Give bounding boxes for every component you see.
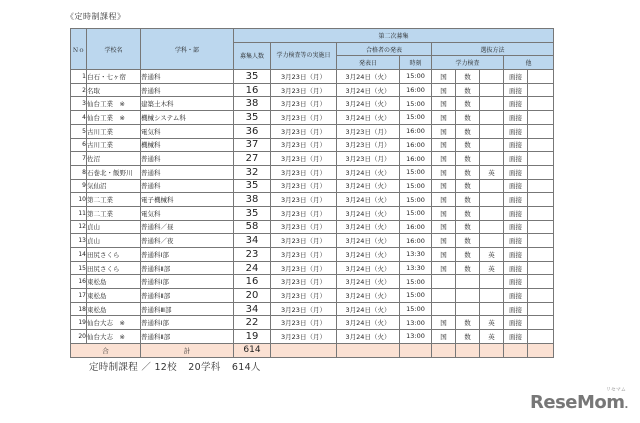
capacity: 35	[234, 70, 271, 84]
interview: 面接	[504, 70, 528, 84]
announce-time: 16:00	[400, 234, 432, 248]
announce-time: 15:00	[400, 70, 432, 84]
table-row	[71, 206, 554, 220]
capacity: 38	[234, 193, 271, 207]
table-row	[71, 165, 554, 179]
exam-date: 3月23日（月）	[271, 206, 337, 220]
announce-time: 13:00	[400, 316, 432, 330]
row-no: 11	[71, 206, 87, 220]
table-row	[71, 97, 554, 111]
exam-date: 3月23日（月）	[271, 165, 337, 179]
header-no: Ｎｏ	[71, 29, 87, 70]
other	[528, 124, 554, 138]
announce-date: 3月24日（火）	[337, 248, 400, 262]
announce-time: 15:00	[400, 97, 432, 111]
total-label-left: 合	[71, 343, 141, 357]
row-no: 4	[71, 111, 87, 125]
interview: 面接	[504, 138, 528, 152]
capacity: 16	[234, 275, 271, 289]
test-english	[480, 83, 504, 97]
school-name: 佐沼	[87, 152, 141, 166]
header-second-recruitment: 第二次募集	[234, 29, 554, 43]
exam-date: 3月23日（月）	[271, 316, 337, 330]
summary-line	[89, 359, 269, 373]
test-japanese: 国	[432, 179, 456, 193]
announce-date: 3月24日（火）	[337, 193, 400, 207]
test-math: 数	[456, 152, 480, 166]
test-english	[480, 206, 504, 220]
row-no: 6	[71, 138, 87, 152]
resemom-logo	[530, 387, 628, 413]
test-english	[480, 97, 504, 111]
row-no: 20	[71, 330, 87, 344]
announce-date: 3月24日（火）	[337, 70, 400, 84]
table-row	[71, 275, 554, 289]
exam-date: 3月23日（月）	[271, 289, 337, 303]
exam-date: 3月23日（月）	[271, 179, 337, 193]
announce-time: 15:00	[400, 302, 432, 316]
table-row	[71, 111, 554, 125]
capacity: 34	[234, 234, 271, 248]
header-other: 他	[504, 56, 554, 70]
interview: 面接	[504, 124, 528, 138]
test-english	[480, 193, 504, 207]
department: 普通科	[141, 165, 234, 179]
department: 普通科	[141, 179, 234, 193]
capacity: 35	[234, 206, 271, 220]
school-name: 貞山	[87, 234, 141, 248]
test-japanese: 国	[432, 165, 456, 179]
exam-date: 3月23日（月）	[271, 70, 337, 84]
other	[528, 234, 554, 248]
capacity: 20	[234, 289, 271, 303]
exam-date: 3月23日（月）	[271, 302, 337, 316]
interview: 面接	[504, 289, 528, 303]
school-name: 仙台工業 ※	[87, 111, 141, 125]
test-japanese: 国	[432, 316, 456, 330]
announce-date: 3月24日（火）	[337, 111, 400, 125]
department: 電気科	[141, 206, 234, 220]
exam-date: 3月23日（月）	[271, 111, 337, 125]
interview: 面接	[504, 179, 528, 193]
test-japanese: 国	[432, 234, 456, 248]
test-japanese	[432, 302, 456, 316]
interview: 面接	[504, 220, 528, 234]
row-no: 14	[71, 248, 87, 262]
test-math: 数	[456, 111, 480, 125]
test-math: 数	[456, 165, 480, 179]
test-math: 数	[456, 234, 480, 248]
exam-date: 3月23日（月）	[271, 138, 337, 152]
header-academic-test: 学力検査	[432, 56, 504, 70]
row-no: 7	[71, 152, 87, 166]
capacity: 35	[234, 111, 271, 125]
school-name: 貞山	[87, 220, 141, 234]
announce-time: 15:00	[400, 165, 432, 179]
announce-date: 3月24日（火）	[337, 289, 400, 303]
test-english	[480, 138, 504, 152]
school-name: 仙台大志 ※	[87, 330, 141, 344]
test-english	[480, 124, 504, 138]
other	[528, 275, 554, 289]
capacity: 32	[234, 165, 271, 179]
capacity: 23	[234, 248, 271, 262]
test-math: 数	[456, 261, 480, 275]
header-department: 学科・部	[141, 29, 234, 70]
test-english: 英	[480, 316, 504, 330]
test-math: 数	[456, 138, 480, 152]
other	[528, 138, 554, 152]
header-announce-time: 時刻	[400, 56, 432, 70]
department: 電子機械科	[141, 193, 234, 207]
test-english: 英	[480, 165, 504, 179]
school-name: 気仙沼	[87, 179, 141, 193]
interview: 面接	[504, 261, 528, 275]
announce-time: 15:00	[400, 179, 432, 193]
department: 電気科	[141, 124, 234, 138]
total-empty	[456, 343, 480, 357]
announce-date: 3月24日（火）	[337, 165, 400, 179]
table-row	[71, 289, 554, 303]
test-math: 数	[456, 124, 480, 138]
capacity: 36	[234, 124, 271, 138]
row-no: 18	[71, 302, 87, 316]
capacity: 27	[234, 152, 271, 166]
test-japanese	[432, 275, 456, 289]
test-math	[456, 302, 480, 316]
table-row	[71, 330, 554, 344]
test-japanese: 国	[432, 70, 456, 84]
capacity: 38	[234, 97, 271, 111]
announce-time: 15:00	[400, 206, 432, 220]
table-row	[71, 234, 554, 248]
summary-people: 614人	[231, 362, 261, 373]
other	[528, 111, 554, 125]
row-no: 13	[71, 234, 87, 248]
department: 機械科	[141, 138, 234, 152]
capacity: 58	[234, 220, 271, 234]
test-english	[480, 111, 504, 125]
announce-date: 3月24日（火）	[337, 179, 400, 193]
row-no: 16	[71, 275, 87, 289]
row-no: 2	[71, 83, 87, 97]
capacity: 16	[234, 83, 271, 97]
logo-dot: .	[624, 400, 628, 411]
test-japanese: 国	[432, 97, 456, 111]
interview: 面接	[504, 302, 528, 316]
other	[528, 261, 554, 275]
table-row	[71, 138, 554, 152]
announce-date: 3月24日（火）	[337, 234, 400, 248]
school-name: 田尻さくら	[87, 248, 141, 262]
test-english	[480, 302, 504, 316]
test-japanese: 国	[432, 152, 456, 166]
announce-date: 3月24日（火）	[337, 97, 400, 111]
interview: 面接	[504, 97, 528, 111]
exam-date: 3月23日（月）	[271, 124, 337, 138]
test-english	[480, 70, 504, 84]
exam-date: 3月23日（月）	[271, 83, 337, 97]
other	[528, 289, 554, 303]
announce-time: 13:30	[400, 261, 432, 275]
capacity: 22	[234, 316, 271, 330]
department: 普通科／夜	[141, 234, 234, 248]
interview: 面接	[504, 275, 528, 289]
other	[528, 220, 554, 234]
total-empty	[271, 343, 337, 357]
announce-time: 13:00	[400, 330, 432, 344]
test-english	[480, 220, 504, 234]
test-english	[480, 275, 504, 289]
other	[528, 70, 554, 84]
announce-date: 3月24日（火）	[337, 275, 400, 289]
interview: 面接	[504, 330, 528, 344]
announce-time: 16:00	[400, 152, 432, 166]
summary-departments: 20学科	[188, 362, 221, 373]
total-empty	[504, 343, 528, 357]
exam-date: 3月23日（月）	[271, 275, 337, 289]
test-japanese: 国	[432, 220, 456, 234]
department: 普通科	[141, 70, 234, 84]
department: 普通科	[141, 152, 234, 166]
test-english	[480, 289, 504, 303]
announce-date: 3月24日（火）	[337, 220, 400, 234]
header-school: 学校名	[87, 29, 141, 70]
capacity: 37	[234, 138, 271, 152]
announce-time: 16:00	[400, 124, 432, 138]
exam-date: 3月23日（月）	[271, 330, 337, 344]
other	[528, 193, 554, 207]
interview: 面接	[504, 165, 528, 179]
test-english	[480, 152, 504, 166]
interview: 面接	[504, 111, 528, 125]
row-no: 10	[71, 193, 87, 207]
test-japanese	[432, 289, 456, 303]
school-name: 第二工業	[87, 206, 141, 220]
test-math: 数	[456, 206, 480, 220]
announce-time: 16:00	[400, 220, 432, 234]
test-english: 英	[480, 261, 504, 275]
school-name: 古川工業	[87, 124, 141, 138]
other	[528, 83, 554, 97]
test-math	[456, 289, 480, 303]
row-no: 15	[71, 261, 87, 275]
school-name: 東松島	[87, 302, 141, 316]
table-row	[71, 316, 554, 330]
school-name: 東松島	[87, 275, 141, 289]
test-english: 英	[480, 248, 504, 262]
announce-date: 3月24日（火）	[337, 316, 400, 330]
total-row	[71, 343, 554, 357]
total-capacity: 614	[234, 343, 271, 357]
exam-date: 3月23日（月）	[271, 97, 337, 111]
test-math: 数	[456, 97, 480, 111]
department: 建築土木科	[141, 97, 234, 111]
test-japanese: 国	[432, 138, 456, 152]
department: 普通科Ⅰ部	[141, 248, 234, 262]
header-selection-method: 選抜方法	[432, 42, 554, 56]
announce-date: 3月23日（月）	[337, 152, 400, 166]
test-math: 数	[456, 248, 480, 262]
total-label-right: 計	[141, 343, 234, 357]
announce-time: 15:00	[400, 275, 432, 289]
interview: 面接	[504, 316, 528, 330]
announce-time: 16:00	[400, 83, 432, 97]
row-no: 9	[71, 179, 87, 193]
test-japanese: 国	[432, 124, 456, 138]
capacity: 24	[234, 261, 271, 275]
other	[528, 179, 554, 193]
other	[528, 248, 554, 262]
test-math: 数	[456, 70, 480, 84]
announce-time: 15:00	[400, 111, 432, 125]
school-name: 白石・七ヶ宿	[87, 70, 141, 84]
test-japanese: 国	[432, 248, 456, 262]
test-japanese: 国	[432, 111, 456, 125]
row-no: 19	[71, 316, 87, 330]
logo-text: ReseMom	[530, 392, 625, 413]
exam-date: 3月23日（月）	[271, 248, 337, 262]
table-row	[71, 302, 554, 316]
interview: 面接	[504, 206, 528, 220]
other	[528, 206, 554, 220]
school-name: 仙台工業 ※	[87, 97, 141, 111]
row-no: 8	[71, 165, 87, 179]
test-math: 数	[456, 83, 480, 97]
school-name: 名取	[87, 83, 141, 97]
test-japanese: 国	[432, 83, 456, 97]
test-english	[480, 234, 504, 248]
test-english	[480, 179, 504, 193]
other	[528, 152, 554, 166]
test-japanese: 国	[432, 261, 456, 275]
capacity: 35	[234, 179, 271, 193]
department: 普通科Ⅱ部	[141, 330, 234, 344]
exam-date: 3月23日（月）	[271, 193, 337, 207]
table-row	[71, 179, 554, 193]
total-empty	[400, 343, 432, 357]
interview: 面接	[504, 234, 528, 248]
capacity: 34	[234, 302, 271, 316]
department: 普通科	[141, 83, 234, 97]
test-math: 数	[456, 330, 480, 344]
table-row	[71, 220, 554, 234]
row-no: 1	[71, 70, 87, 84]
announce-date: 3月23日（月）	[337, 124, 400, 138]
school-name: 田尻さくら	[87, 261, 141, 275]
announce-date: 3月24日（火）	[337, 83, 400, 97]
department: 普通科Ⅱ部	[141, 261, 234, 275]
test-japanese: 国	[432, 193, 456, 207]
test-math: 数	[456, 220, 480, 234]
school-name: 第二工業	[87, 193, 141, 207]
table-row	[71, 261, 554, 275]
test-math: 数	[456, 193, 480, 207]
test-english: 英	[480, 330, 504, 344]
interview: 面接	[504, 193, 528, 207]
exam-date: 3月23日（月）	[271, 261, 337, 275]
announce-date: 3月23日（月）	[337, 138, 400, 152]
department: 普通科Ⅱ部	[141, 289, 234, 303]
announce-date: 3月24日（火）	[337, 302, 400, 316]
exam-date: 3月23日（月）	[271, 220, 337, 234]
header-announcement: 合格者の発表	[337, 42, 432, 56]
test-math: 数	[456, 316, 480, 330]
test-japanese: 国	[432, 206, 456, 220]
department: 機械システム科	[141, 111, 234, 125]
total-empty	[480, 343, 504, 357]
table-row	[71, 248, 554, 262]
department: 普通科Ⅰ部	[141, 316, 234, 330]
announce-date: 3月24日（火）	[337, 330, 400, 344]
recruitment-table	[70, 28, 554, 358]
table-row	[71, 193, 554, 207]
table-row	[71, 124, 554, 138]
header-exam-date: 学力検査等の実施日	[271, 42, 337, 69]
test-math: 数	[456, 179, 480, 193]
department: 普通科Ⅰ部	[141, 275, 234, 289]
row-no: 3	[71, 97, 87, 111]
announce-time: 13:30	[400, 248, 432, 262]
announce-time: 15:00	[400, 193, 432, 207]
row-no: 5	[71, 124, 87, 138]
header-announce-date: 発表日	[337, 56, 400, 70]
announce-time: 16:00	[400, 138, 432, 152]
header-capacity: 募集人数	[234, 42, 271, 69]
logo-ruby: リセマム	[605, 387, 626, 393]
section-title: 《定時制課程》	[66, 12, 126, 21]
test-math	[456, 275, 480, 289]
interview: 面接	[504, 152, 528, 166]
exam-date: 3月23日（月）	[271, 152, 337, 166]
school-name: 古川工業	[87, 138, 141, 152]
other	[528, 165, 554, 179]
interview: 面接	[504, 83, 528, 97]
row-no: 12	[71, 220, 87, 234]
exam-date: 3月23日（月）	[271, 234, 337, 248]
table-row	[71, 152, 554, 166]
school-name: 仙台大志 ※	[87, 316, 141, 330]
announce-time: 15:00	[400, 289, 432, 303]
other	[528, 97, 554, 111]
announce-date: 3月24日（火）	[337, 206, 400, 220]
summary-course: 定時制課程 ／ 12校	[89, 362, 177, 373]
school-name: 石巻北・飯野川	[87, 165, 141, 179]
total-empty	[337, 343, 400, 357]
test-japanese: 国	[432, 330, 456, 344]
total-empty	[432, 343, 456, 357]
table-row	[71, 70, 554, 84]
total-empty	[528, 343, 554, 357]
other	[528, 302, 554, 316]
capacity: 19	[234, 330, 271, 344]
table-row	[71, 83, 554, 97]
other	[528, 316, 554, 330]
department: 普通科Ⅲ部	[141, 302, 234, 316]
announce-date: 3月24日（火）	[337, 261, 400, 275]
department: 普通科／昼	[141, 220, 234, 234]
interview: 面接	[504, 248, 528, 262]
other	[528, 330, 554, 344]
row-no: 17	[71, 289, 87, 303]
school-name: 東松島	[87, 289, 141, 303]
